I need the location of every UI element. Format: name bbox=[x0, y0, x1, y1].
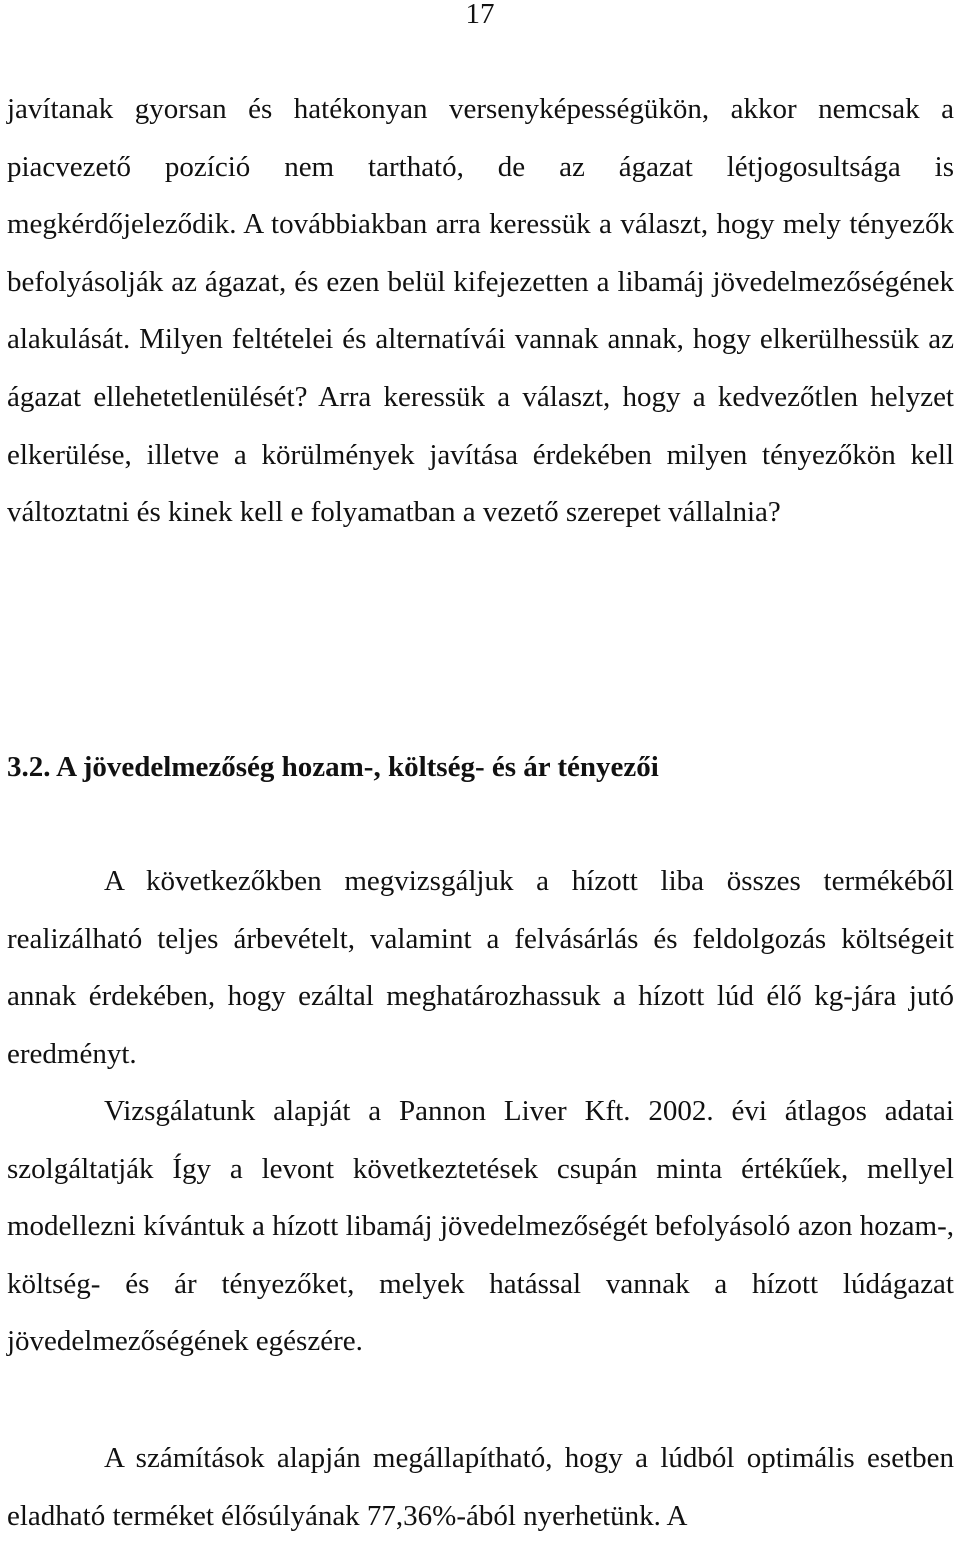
section-heading: 3.2. A jövedelmezőség hozam-, költség- és ár tényezői bbox=[7, 751, 659, 783]
paragraph-intro: javítanak gyorsan és hatékonyan versenyképességükön, akkor nemcsak a piacvezető pozíció nem tartható, de az ágazat létjogosultsága is megkérdőjeleződik. A továbbiakban arra keressük a választ, hogy mely tényezők befolyásolják az ágazat, és ezen belül kifejezetten a libamáj jövedelmezőségének alakulását. Milyen feltételei és alternatívái vannak annak, hogy elkerülhessük az ágazat ellehetetlenülését? Arra keressük a választ, hogy a kedvezőtlen helyzet elkerülése, illetve a körülmények javítása érdekében milyen tényezőkön kell változtatni és kinek kell e folyamatban a vezető szerepet vállalnia? bbox=[7, 93, 954, 529]
paragraph-data-source: Vizsgálatunk alapját a Pannon Liver Kft. 2002. évi átlagos adatai szolgáltatják Így a levont következtetések csupán minta értékűek, mellyel modellezni kívántuk a hízott libamáj jövedelmezőségét befolyásoló azon hozam-, költség- és ár tényezőket, melyek hatással vannak a hízott lúdágazat jövedelmezőségének egészére. bbox=[7, 1095, 954, 1358]
page-number: 17 bbox=[465, 0, 495, 30]
paragraph-methodology: A következőkben megvizsgáljuk a hízott liba összes termékéből realizálható teljes árbevételt, valamint a felvásárlás és feldolgozás költségeit annak érdekében, hogy ezáltal meghatározhassuk a hízott lúd élő kg-jára jutó eredményt. bbox=[7, 865, 954, 1070]
paragraph-results: A számítások alapján megállapítható, hogy a lúdból optimális esetben eladható terméket élősúlyának 77,36%-ából nyerhetünk. A bbox=[7, 1442, 954, 1532]
